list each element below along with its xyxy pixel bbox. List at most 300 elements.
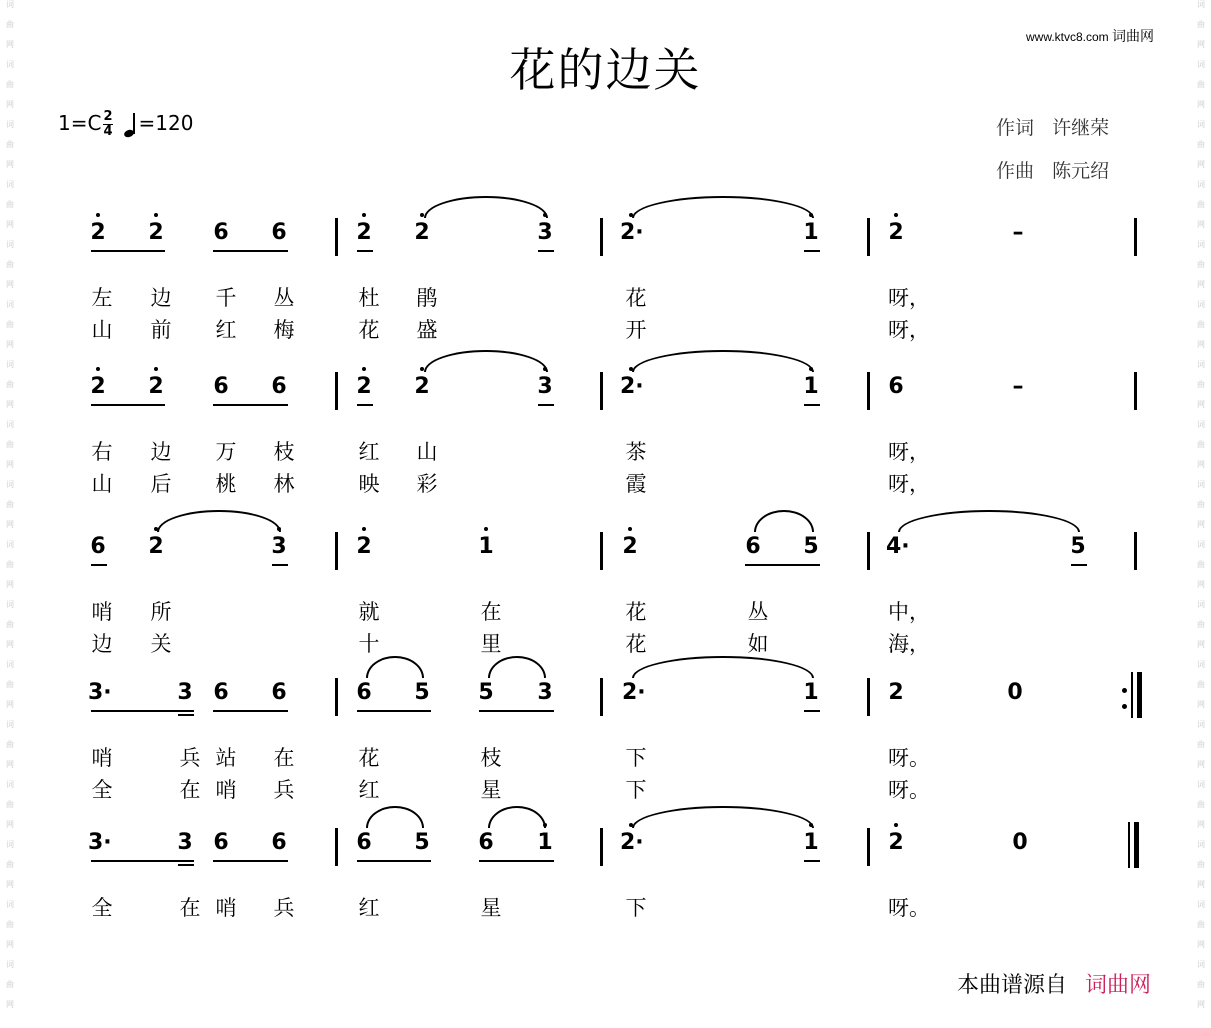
barline	[335, 218, 338, 256]
note: 6	[213, 220, 229, 245]
lyric: 呀，	[888, 472, 930, 496]
repeat-dot	[1122, 688, 1127, 693]
watermark-glyph: 网	[1197, 700, 1205, 709]
watermark-glyph: 曲	[1197, 140, 1205, 149]
eighth-underline	[272, 564, 288, 566]
watermark-glyph: 曲	[6, 320, 14, 329]
barline	[867, 532, 870, 570]
watermark-glyph: 网	[1197, 760, 1205, 769]
lyric: 呀。	[888, 778, 930, 802]
watermark-glyph: 词	[6, 960, 14, 969]
lyric: 下	[625, 746, 647, 770]
note: 3	[177, 830, 193, 855]
note: 6	[271, 830, 287, 855]
note: 2	[888, 680, 904, 705]
barline	[1134, 532, 1137, 570]
lyric: 开	[625, 318, 647, 342]
watermark-glyph: 词	[6, 840, 14, 849]
watermark-glyph: 曲	[6, 980, 14, 989]
lyric: 哨	[91, 746, 113, 770]
watermark-glyph: 词	[6, 300, 14, 309]
barline	[600, 532, 603, 570]
watermark-glyph: 曲	[1197, 440, 1205, 449]
note: 2	[883, 828, 909, 858]
slur	[754, 510, 814, 532]
lyric: 前	[150, 318, 172, 342]
lyric: 在	[179, 896, 201, 920]
barline	[867, 372, 870, 410]
note: 2	[351, 532, 377, 562]
note: 2	[143, 532, 169, 562]
watermark-glyph: 网	[1197, 280, 1205, 289]
lyric: 下	[625, 778, 647, 802]
lyric: 山	[416, 440, 438, 464]
watermark-glyph: 词	[1197, 600, 1205, 609]
watermark-glyph: 曲	[6, 560, 14, 569]
lyric: 里	[480, 632, 502, 656]
lyric: 映	[358, 472, 380, 496]
eighth-underline	[213, 250, 288, 252]
lyric: 杜	[358, 286, 380, 310]
lyric: 花	[625, 632, 647, 656]
watermark-glyph: 词	[1197, 720, 1205, 729]
slur	[424, 350, 548, 372]
lyric: 后	[150, 472, 172, 496]
note: 2	[409, 372, 435, 402]
lyric: 边	[150, 440, 172, 464]
lyric: 海，	[888, 632, 930, 656]
note: 4·	[886, 534, 910, 559]
barline	[600, 678, 603, 716]
lyric: 盛	[416, 318, 438, 342]
barline	[335, 532, 338, 570]
lyric: 红	[358, 440, 380, 464]
watermark-glyph: 网	[1197, 880, 1205, 889]
barline	[600, 218, 603, 256]
lyric: 花	[625, 600, 647, 624]
lyric: 全	[91, 778, 113, 802]
rest: 0	[1012, 830, 1028, 855]
note: 6	[356, 830, 372, 855]
watermark-glyph: 网	[6, 880, 14, 889]
note: 5	[1070, 534, 1086, 559]
watermark-glyph: 词	[6, 720, 14, 729]
watermark-glyph: 词	[1197, 420, 1205, 429]
eighth-underline	[357, 710, 431, 712]
lyric: 全	[91, 896, 113, 920]
lyric: 兵	[273, 778, 295, 802]
watermark-glyph: 曲	[6, 500, 14, 509]
barline	[867, 828, 870, 866]
watermark-glyph: 曲	[1197, 80, 1205, 89]
watermark-glyph: 词	[1197, 660, 1205, 669]
watermark-glyph: 曲	[1197, 980, 1205, 989]
score-row-3	[0, 502, 1211, 656]
watermark-glyph: 网	[1197, 520, 1205, 529]
eighth-underline	[91, 860, 194, 862]
watermark-glyph: 词	[6, 900, 14, 909]
watermark-glyph: 词	[1197, 840, 1205, 849]
eighth-underline	[91, 710, 194, 712]
watermark-glyph: 词	[1197, 480, 1205, 489]
lyric: 丛	[273, 286, 295, 310]
quarter-note-icon	[123, 113, 137, 137]
eighth-underline	[804, 710, 820, 712]
watermark-glyph: 网	[1197, 340, 1205, 349]
eighth-underline	[538, 404, 554, 406]
slur	[632, 350, 814, 372]
site-url[interactable]: www.ktvc8.com 词曲网	[1026, 28, 1155, 44]
lyric: 右	[91, 440, 113, 464]
eighth-underline	[213, 710, 288, 712]
note: 3	[177, 680, 193, 705]
note: 1	[532, 828, 558, 858]
dash: –	[1012, 374, 1024, 399]
note: 6	[271, 374, 287, 399]
lyric: 哨	[215, 778, 237, 802]
lyric: 红	[358, 896, 380, 920]
watermark-glyph: 词	[6, 660, 14, 669]
watermark-glyph: 曲	[1197, 680, 1205, 689]
watermark-glyph: 网	[6, 280, 14, 289]
watermark-glyph: 词	[1197, 120, 1205, 129]
lyric: 在	[480, 600, 502, 624]
note: 1	[803, 680, 819, 705]
composer-credit: 作曲 陈元绍	[996, 160, 1110, 182]
time-signature: $\frac{2}{4}$	[103, 109, 113, 139]
watermark-glyph: 曲	[6, 860, 14, 869]
watermark-glyph: 曲	[6, 740, 14, 749]
lyric: 山	[91, 472, 113, 496]
source-link[interactable]: 词曲网	[1085, 973, 1152, 998]
note: 6	[213, 374, 229, 399]
eighth-underline	[213, 860, 288, 862]
key-text: 1=C	[58, 111, 102, 135]
barline	[600, 372, 603, 410]
watermark-glyph: 网	[6, 400, 14, 409]
lyric: 就	[358, 600, 380, 624]
watermark-glyph: 词	[6, 600, 14, 609]
watermark-glyph: 网	[1197, 400, 1205, 409]
note: 3	[532, 218, 558, 248]
barline	[1131, 672, 1133, 718]
barline	[335, 828, 338, 866]
repeat-dot	[1122, 704, 1127, 709]
note: 6	[478, 830, 494, 855]
note: 6	[745, 534, 761, 559]
lyric: 哨	[91, 600, 113, 624]
lyric: 彩	[416, 472, 438, 496]
lyric: 花	[358, 746, 380, 770]
note: 2	[351, 218, 377, 248]
note: 6	[888, 374, 904, 399]
lyric: 花	[358, 318, 380, 342]
slur	[632, 196, 814, 218]
eighth-underline	[357, 860, 431, 862]
watermark-glyph: 网	[6, 640, 14, 649]
note: 3	[266, 532, 292, 562]
lyric: 万	[215, 440, 237, 464]
lyric: 呀。	[888, 896, 930, 920]
score-row-5	[0, 798, 1211, 928]
lyric: 千	[215, 286, 237, 310]
eighth-underline	[479, 710, 554, 712]
note: 3	[532, 372, 558, 402]
watermark-glyph: 网	[6, 220, 14, 229]
watermark-glyph: 网	[6, 940, 14, 949]
eighth-underline	[804, 860, 820, 862]
watermark-glyph: 曲	[6, 80, 14, 89]
source-credit: 本曲谱源自 词曲网	[957, 973, 1152, 998]
lyric: 关	[150, 632, 172, 656]
watermark-glyph: 曲	[6, 380, 14, 389]
note: 2·	[622, 680, 646, 705]
note: 6	[213, 680, 229, 705]
note: 6	[90, 534, 106, 559]
watermark-glyph: 曲	[6, 920, 14, 929]
lyric: 哨	[215, 896, 237, 920]
slur	[157, 510, 281, 532]
watermark-glyph: 词	[6, 480, 14, 489]
lyric: 星	[480, 896, 502, 920]
watermark-glyph: 曲	[1197, 740, 1205, 749]
lyric: 霞	[625, 472, 647, 496]
note: 2·	[620, 828, 654, 858]
note: 2	[85, 372, 111, 402]
barline	[1128, 822, 1130, 868]
watermark-glyph: 网	[1197, 940, 1205, 949]
slur	[366, 806, 424, 828]
slur	[488, 806, 546, 828]
note: 2	[351, 372, 377, 402]
watermark-glyph: 词	[6, 420, 14, 429]
lyric: 枝	[273, 440, 295, 464]
watermark-glyph: 词	[6, 180, 14, 189]
barline	[335, 678, 338, 716]
lyric: 桃	[215, 472, 237, 496]
watermark-glyph: 曲	[1197, 20, 1205, 29]
lyric: 呀。	[888, 746, 930, 770]
note: 2	[143, 372, 169, 402]
watermark-glyph: 曲	[6, 680, 14, 689]
watermark-glyph: 词	[6, 120, 14, 129]
score-row-2	[0, 342, 1211, 496]
final-barline	[1134, 822, 1139, 868]
eighth-underline	[91, 250, 165, 252]
slur	[632, 806, 814, 828]
watermark-glyph: 网	[1197, 220, 1205, 229]
lyric: 站	[215, 746, 237, 770]
watermark-glyph: 词	[6, 540, 14, 549]
watermark-glyph: 曲	[6, 260, 14, 269]
watermark-glyph: 网	[6, 1000, 14, 1009]
watermark-glyph: 网	[1197, 160, 1205, 169]
watermark-glyph: 曲	[1197, 200, 1205, 209]
watermark-glyph: 曲	[1197, 260, 1205, 269]
slur	[488, 656, 546, 678]
watermark-glyph: 词	[6, 240, 14, 249]
slur	[898, 510, 1080, 532]
lyric: 下	[625, 896, 647, 920]
watermark-glyph: 曲	[1197, 620, 1205, 629]
barline	[600, 828, 603, 866]
lyric: 在	[273, 746, 295, 770]
lyric: 林	[273, 472, 295, 496]
watermark-glyph: 网	[1197, 40, 1205, 49]
watermark-glyph: 曲	[6, 800, 14, 809]
note: 5	[803, 534, 819, 559]
note: 2	[85, 218, 111, 248]
barline	[1134, 218, 1137, 256]
watermark-glyph: 网	[6, 760, 14, 769]
note: 6	[356, 680, 372, 705]
watermark-glyph: 曲	[1197, 560, 1205, 569]
watermark-glyph: 网	[1197, 1000, 1205, 1009]
note: 3	[537, 680, 553, 705]
watermark-glyph: 曲	[1197, 380, 1205, 389]
lyric: 十	[358, 632, 380, 656]
lyric: 红	[215, 318, 237, 342]
note: 2	[143, 218, 169, 248]
lyric: 呀，	[888, 318, 930, 342]
lyric: 红	[358, 778, 380, 802]
lyric: 在	[179, 778, 201, 802]
note: 1	[798, 218, 824, 248]
watermark-glyph: 词	[1197, 540, 1205, 549]
barline	[1134, 372, 1137, 410]
watermark-glyph: 词	[6, 360, 14, 369]
eighth-underline	[91, 564, 107, 566]
eighth-underline	[745, 564, 820, 566]
lyric: 鹃	[416, 286, 438, 310]
watermark-glyph: 网	[6, 820, 14, 829]
watermark-glyph: 网	[1197, 580, 1205, 589]
lyric: 梅	[273, 318, 295, 342]
lyric: 丛	[747, 600, 769, 624]
watermark-glyph: 网	[6, 340, 14, 349]
note: 5	[414, 830, 430, 855]
note: 2	[883, 218, 909, 248]
score-row-4	[0, 648, 1211, 802]
watermark-glyph: 网	[6, 460, 14, 469]
note: 1	[473, 532, 499, 562]
watermark-glyph: 词	[1197, 900, 1205, 909]
eighth-underline	[538, 250, 554, 252]
watermark-glyph: 网	[6, 520, 14, 529]
lyric: 枝	[480, 746, 502, 770]
sixteenth-underline	[178, 714, 194, 716]
lyric: 呀，	[888, 440, 930, 464]
lyric: 兵	[273, 896, 295, 920]
eighth-underline	[357, 404, 373, 406]
note: 6	[271, 220, 287, 245]
watermark-glyph: 曲	[6, 20, 14, 29]
eighth-underline	[804, 250, 820, 252]
watermark-glyph: 曲	[1197, 860, 1205, 869]
note: 1	[798, 372, 824, 402]
note: 2	[617, 532, 643, 562]
lyric: 花	[625, 286, 647, 310]
note: 3·	[88, 830, 112, 855]
watermark-glyph: 网	[6, 100, 14, 109]
eighth-underline	[479, 860, 554, 862]
note: 6	[213, 830, 229, 855]
barline	[867, 678, 870, 716]
watermark-glyph: 词	[1197, 780, 1205, 789]
watermark-glyph: 词	[1197, 240, 1205, 249]
lyric: 星	[480, 778, 502, 802]
eighth-underline	[357, 250, 373, 252]
watermark-glyph: 曲	[1197, 500, 1205, 509]
watermark-glyph: 词	[6, 0, 14, 9]
eighth-underline	[213, 404, 288, 406]
lyric: 中，	[888, 600, 930, 624]
eighth-underline	[91, 404, 165, 406]
sixteenth-underline	[178, 864, 194, 866]
dash: –	[1012, 220, 1024, 245]
watermark-glyph: 曲	[1197, 920, 1205, 929]
note: 3·	[88, 680, 112, 705]
note: 2·	[620, 218, 654, 248]
watermark-glyph: 词	[1197, 360, 1205, 369]
watermark-glyph: 曲	[6, 440, 14, 449]
song-title: 花的边关	[509, 43, 702, 97]
lyric: 如	[747, 632, 769, 656]
watermark-glyph: 网	[6, 40, 14, 49]
watermark-glyph: 曲	[6, 140, 14, 149]
watermark-glyph: 曲	[6, 620, 14, 629]
note: 1	[798, 828, 824, 858]
watermark-glyph: 网	[1197, 820, 1205, 829]
watermark-glyph: 网	[1197, 460, 1205, 469]
lyric: 茶	[625, 440, 647, 464]
watermark-glyph: 网	[6, 580, 14, 589]
lyric: 边	[91, 632, 113, 656]
lyric: 所	[150, 600, 172, 624]
note: 2	[409, 218, 435, 248]
watermark-glyph: 词	[1197, 0, 1205, 9]
watermark-glyph: 词	[6, 60, 14, 69]
watermark-glyph: 网	[6, 700, 14, 709]
note: 5	[414, 680, 430, 705]
note: 6	[271, 680, 287, 705]
repeat-end-barline	[1137, 672, 1142, 718]
slur	[366, 656, 424, 678]
lyric: 呀，	[888, 286, 930, 310]
lyric: 山	[91, 318, 113, 342]
eighth-underline	[1071, 564, 1087, 566]
lyricist-credit: 作词 许继荣	[996, 117, 1110, 139]
barline	[867, 218, 870, 256]
watermark-glyph: 曲	[1197, 800, 1205, 809]
watermark-glyph: 词	[1197, 300, 1205, 309]
watermark-glyph: 词	[1197, 60, 1205, 69]
watermark-glyph: 词	[1197, 960, 1205, 969]
watermark-glyph: 曲	[6, 200, 14, 209]
note: 2·	[620, 372, 654, 402]
score-row-1	[0, 188, 1211, 342]
lyric: 左	[91, 286, 113, 310]
lyric: 兵	[179, 746, 201, 770]
eighth-underline	[804, 404, 820, 406]
slur	[632, 656, 814, 678]
watermark-glyph: 网	[1197, 100, 1205, 109]
tempo-text: =120	[138, 111, 194, 135]
watermark-glyph: 词	[1197, 180, 1205, 189]
watermark-glyph: 曲	[1197, 320, 1205, 329]
note: 5	[478, 680, 494, 705]
slur	[424, 196, 548, 218]
